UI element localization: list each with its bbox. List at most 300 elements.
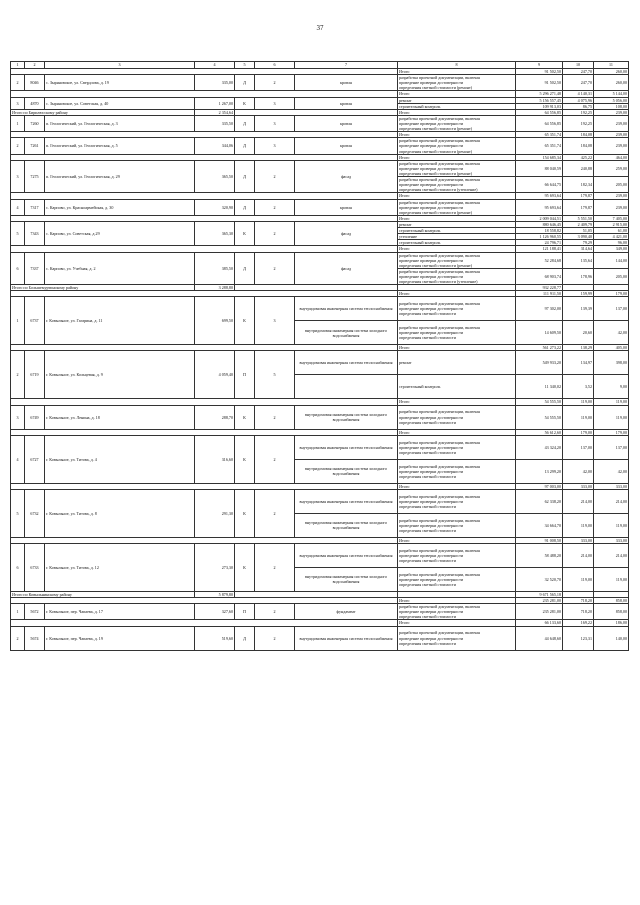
column-number: 2 xyxy=(25,62,45,69)
line-unit-cost: 179,87 xyxy=(563,199,594,215)
floors: 2 xyxy=(255,221,295,245)
total-label: Итого xyxy=(398,483,516,489)
object-address: п. Геологический, ул. Геологическая, д. 5 xyxy=(45,138,195,154)
total-label: Итого xyxy=(398,91,516,97)
total-limit-cost: 858,00 xyxy=(594,598,629,604)
floors: 5 xyxy=(255,351,295,399)
object-id: 5674 xyxy=(25,626,45,650)
total-cost: 95 693,64 xyxy=(516,193,563,199)
total-unit-cost: 184,08 xyxy=(563,132,594,138)
line-unit-cost: 3,52 xyxy=(563,375,594,399)
line-cost: 97 302,00 xyxy=(516,297,563,321)
line-limit-cost: 137,00 xyxy=(594,435,629,459)
object-area: 327,60 xyxy=(195,604,235,620)
object-id: 7275 xyxy=(25,160,45,193)
line-unit-cost: 247,70 xyxy=(563,75,594,91)
object-id: 5672 xyxy=(25,604,45,620)
house-type: К xyxy=(235,97,255,109)
line-cost: 34 664,70 xyxy=(516,513,563,537)
total-unit-cost: 138,29 xyxy=(563,345,594,351)
object-address: г. Ковыльное, ул. Ленина, д. 18 xyxy=(45,405,195,429)
line-limit-cost: 398,00 xyxy=(594,351,629,375)
work-line-row xyxy=(11,160,629,176)
object-number: 4 xyxy=(11,435,25,483)
work-description: утепление xyxy=(398,234,516,240)
line-cost: 1 126 960,55 xyxy=(516,234,563,240)
work-description: разработка проектной документации, включая проведение проверки достоверности определения сметной стоимости xyxy=(398,604,516,620)
object-id: 7343 xyxy=(25,221,45,245)
work-line-row xyxy=(11,199,629,215)
line-unit-cost: 139,39 xyxy=(563,297,594,321)
work-description: ремонт xyxy=(398,97,516,103)
total-cost: 66 133,60 xyxy=(516,620,563,626)
total-limit-cost: 239,00 xyxy=(594,132,629,138)
work-description: разработка проектной документации, включая проведение проверки достоверности определения сметной стоимости xyxy=(398,626,516,650)
work-description: разработка проектной документации, включая проведение проверки достоверности определения сметной стоимости xyxy=(398,297,516,321)
line-limit-cost: 137,00 xyxy=(594,297,629,321)
line-unit-cost: 119,00 xyxy=(563,513,594,537)
line-unit-cost: 79,29 xyxy=(563,240,594,246)
work-line-row xyxy=(11,252,629,268)
engineering-system: внутридомовая инженерная система теплоснабжения xyxy=(295,435,398,459)
total-label: Итого xyxy=(398,246,516,252)
object-area: 316,60 xyxy=(195,435,235,483)
work-description: разработка проектной документации, включая проведение проверки достоверности определения сметной стоимости (ремонт) xyxy=(398,199,516,215)
object-area: 320,90 xyxy=(195,199,235,215)
object-address: с. Карпово, ул. Красноармейская, д. 30 xyxy=(45,199,195,215)
column-number: 7 xyxy=(295,62,398,69)
total-unit-cost: 314,64 xyxy=(563,246,594,252)
engineering-system: внутридомовая инженерная система теплоснабжения xyxy=(295,351,398,375)
floors: 2 xyxy=(255,405,295,429)
total-cost: 121 188,41 xyxy=(516,246,563,252)
object-area: 365,30 xyxy=(195,221,235,245)
total-limit-cost: 5 144,00 xyxy=(594,91,629,97)
house-type: К xyxy=(235,297,255,345)
column-number: 3 xyxy=(45,62,195,69)
work-type: фасад xyxy=(295,221,398,245)
work-description: строительный контроль xyxy=(398,103,516,109)
line-cost: 109 913,03 xyxy=(516,103,563,109)
total-label: Итого xyxy=(398,429,516,435)
engineering-system xyxy=(295,375,398,399)
house-type: К xyxy=(235,543,255,591)
engineering-system: внутридомовая инженерная система холодного водоснабжения xyxy=(295,405,398,429)
column-number: 9 xyxy=(516,62,563,69)
line-limit-cost: 119,00 xyxy=(594,567,629,591)
total-cost: 56 612,60 xyxy=(516,429,563,435)
line-limit-cost: 42,00 xyxy=(594,459,629,483)
object-id: 7261 xyxy=(25,138,45,154)
work-line-row xyxy=(11,297,629,321)
total-unit-cost: 718,20 xyxy=(563,598,594,604)
object-address: с. Зыряновское, ул. Свердлова, д. 19 xyxy=(45,75,195,91)
object-number: 3 xyxy=(11,160,25,193)
work-line-row xyxy=(11,405,629,429)
work-line-row xyxy=(11,489,629,513)
line-cost: 43 324,20 xyxy=(516,435,563,459)
floors: 3 xyxy=(255,115,295,131)
engineering-system: внутридомовая инженерная система теплоснабжения xyxy=(295,626,398,650)
object-area: 344,06 xyxy=(195,138,235,154)
total-cost: 5 296 271,48 xyxy=(516,91,563,97)
total-limit-cost: 333,00 xyxy=(594,537,629,543)
total-limit-cost: 405,00 xyxy=(594,345,629,351)
object-area: 519,60 xyxy=(195,626,235,650)
object-address: г. Ковыльное, ул. Кольцевая, д. 9 xyxy=(45,351,195,399)
work-description: разработка проектной документации, включая проведение проверки достоверности определения сметной стоимости (ремонт) xyxy=(398,138,516,154)
line-cost: 5 156 557,45 xyxy=(516,97,563,103)
work-type: фундамент xyxy=(295,604,398,620)
line-cost: 13 299,20 xyxy=(516,459,563,483)
object-id: 6719 xyxy=(25,351,45,399)
line-limit-cost: 4 421,00 xyxy=(594,234,629,240)
line-cost: 14 609,50 xyxy=(516,321,563,345)
district-label: Итого по Ковыльнинскому району xyxy=(11,591,195,597)
total-label: Итого xyxy=(398,69,516,75)
line-unit-cost: 119,00 xyxy=(563,567,594,591)
house-type: П xyxy=(235,351,255,399)
line-unit-cost: 51,05 xyxy=(563,228,594,234)
total-label: Итого xyxy=(398,399,516,405)
work-description: разработка проектной документации, включая проведение проверки достоверности определения сметной стоимости xyxy=(398,405,516,429)
house-type: Д xyxy=(235,199,255,215)
total-limit-cost: 239,00 xyxy=(594,193,629,199)
line-cost: 62 338,20 xyxy=(516,489,563,513)
work-description: разработка проектной документации, включая проведение проверки достоверности определения сметной стоимости (ремонт) xyxy=(398,75,516,91)
line-limit-cost: 205,00 xyxy=(594,177,629,193)
total-unit-cost: 425,22 xyxy=(563,154,594,160)
house-type: К xyxy=(235,221,255,245)
work-type: кровля xyxy=(295,199,398,215)
line-limit-cost: 239,00 xyxy=(594,199,629,215)
line-cost: 68 903,74 xyxy=(516,268,563,284)
line-cost: 54 555,50 xyxy=(516,405,563,429)
total-unit-cost: 159,99 xyxy=(563,291,594,297)
object-area: 4 059,40 xyxy=(195,351,235,399)
line-limit-cost: 61,00 xyxy=(594,228,629,234)
object-address: п. Геологический, ул. Геологическая, д. 3 xyxy=(45,115,195,131)
line-unit-cost: 718,20 xyxy=(563,604,594,620)
object-number: 5 xyxy=(11,221,25,245)
total-cost: 235 281,00 xyxy=(516,598,563,604)
object-number: 3 xyxy=(11,97,25,109)
total-cost: 2 009 044,51 xyxy=(516,215,563,221)
district-label: Итого по Бирилюсскому району xyxy=(11,109,195,115)
object-number: 2 xyxy=(11,351,25,399)
total-unit-cost: 179,87 xyxy=(563,193,594,199)
total-unit-cost: 179,00 xyxy=(563,429,594,435)
work-description: разработка проектной документации, включая проведение проверки достоверности определения сметной стоимости xyxy=(398,543,516,567)
work-line-row xyxy=(11,604,629,620)
line-limit-cost: 205,00 xyxy=(594,268,629,284)
total-unit-cost: 4 140,31 xyxy=(563,91,594,97)
work-description: разработка проектной документации, включая проведение проверки достоверности определения сметной стоимости xyxy=(398,513,516,537)
line-limit-cost: 108,00 xyxy=(594,103,629,109)
object-area: 699,50 xyxy=(195,297,235,345)
object-id: 8046 xyxy=(25,75,45,91)
work-description: строительный контроль xyxy=(398,228,516,234)
total-limit-cost: 179,00 xyxy=(594,291,629,297)
house-type: Д xyxy=(235,252,255,285)
line-limit-cost: 144,00 xyxy=(594,252,629,268)
floors: 3 xyxy=(255,97,295,109)
work-description: разработка проектной документации, включая проведение проверки достоверности определения сметной стоимости xyxy=(398,435,516,459)
work-description: разработка проектной документации, включая проведение проверки достоверности определения сметной стоимости (ремонт) xyxy=(398,115,516,131)
object-id: 4870 xyxy=(25,97,45,109)
column-number: 4 xyxy=(195,62,235,69)
total-unit-cost: 169,22 xyxy=(563,620,594,626)
line-limit-cost: 239,00 xyxy=(594,138,629,154)
total-cost: 91 502,50 xyxy=(516,69,563,75)
house-type: П xyxy=(235,604,255,620)
line-unit-cost: 42,00 xyxy=(563,459,594,483)
work-description: разработка проектной документации, включая проведение проверки достоверности определения сметной стоимости (ремонт) xyxy=(398,252,516,268)
line-unit-cost: 119,00 xyxy=(563,405,594,429)
object-number: 6 xyxy=(11,543,25,591)
work-description: разработка проектной документации, включая проведение проверки достоверности определения сметной стоимости xyxy=(398,567,516,591)
total-limit-cost: 186,00 xyxy=(594,620,629,626)
line-limit-cost: 214,00 xyxy=(594,543,629,567)
total-unit-cost: 333,00 xyxy=(563,483,594,489)
total-limit-cost: 7 405,00 xyxy=(594,215,629,221)
work-description: ремонт xyxy=(398,221,516,227)
total-cost: 65 351,74 xyxy=(516,132,563,138)
table-body xyxy=(11,62,629,651)
object-id: 6737 xyxy=(25,297,45,345)
district-area: 5 879,80 xyxy=(195,591,235,597)
district-area: 3 288,80 xyxy=(195,285,235,291)
total-cost: 64 556,85 xyxy=(516,109,563,115)
floors: 3 xyxy=(255,297,295,345)
total-cost: 111 911,50 xyxy=(516,291,563,297)
engineering-system: внутридомовая инженерная система холодного водоснабжения xyxy=(295,567,398,591)
work-description: ремонт xyxy=(398,351,516,375)
work-type: фасад xyxy=(295,160,398,193)
floors: 2 xyxy=(255,435,295,483)
object-area: 288,70 xyxy=(195,405,235,429)
line-cost: 95 693,64 xyxy=(516,199,563,215)
district-area: 2 354,64 xyxy=(195,109,235,115)
line-cost: 88 040,59 xyxy=(516,160,563,176)
line-cost: 235 281,00 xyxy=(516,604,563,620)
line-cost: 58 488,20 xyxy=(516,543,563,567)
floors: 2 xyxy=(255,489,295,537)
line-cost: 44 648,60 xyxy=(516,626,563,650)
repair-register-table xyxy=(10,61,629,651)
line-limit-cost: 239,00 xyxy=(594,115,629,131)
work-line-row xyxy=(11,626,629,650)
object-address: г. Ковыльное, ул. Титова, д. 12 xyxy=(45,543,195,591)
engineering-system: внутридомовая инженерная система теплоснабжения xyxy=(295,543,398,567)
engineering-system: внутридомовая инженерная система холодного водоснабжения xyxy=(295,513,398,537)
total-cost: 97 003,00 xyxy=(516,483,563,489)
object-address: г. Ковыльное, ул. Титова, д. 4 xyxy=(45,435,195,483)
total-unit-cost: 192,25 xyxy=(563,109,594,115)
work-description: строительный контроль xyxy=(398,375,516,399)
floors: 2 xyxy=(255,199,295,215)
column-number: 5 xyxy=(235,62,255,69)
line-unit-cost: 20,60 xyxy=(563,321,594,345)
object-id: 6732 xyxy=(25,489,45,537)
work-type: кровля xyxy=(295,138,398,154)
line-cost: 32 520,70 xyxy=(516,567,563,591)
line-unit-cost: 178,96 xyxy=(563,268,594,284)
object-id: 7260 xyxy=(25,115,45,131)
line-unit-cost: 182,34 xyxy=(563,177,594,193)
object-address: г. Ковыльное, ул. Гагарина, д. 11 xyxy=(45,297,195,345)
work-type: кровля xyxy=(295,75,398,91)
work-line-row xyxy=(11,115,629,131)
house-type: Д xyxy=(235,138,255,154)
district-label: Итого по Большемуртинскому району xyxy=(11,285,195,291)
line-unit-cost: 2 409,79 xyxy=(563,221,594,227)
total-limit-cost: 333,00 xyxy=(594,483,629,489)
line-limit-cost: 119,00 xyxy=(594,513,629,537)
floors: 3 xyxy=(255,138,295,154)
total-cost: 154 685,34 xyxy=(516,154,563,160)
column-number: 6 xyxy=(255,62,295,69)
object-address: г. Ковыльное, пер. Чапаева, д. 17 xyxy=(45,604,195,620)
total-label: Итого xyxy=(398,537,516,543)
line-cost: 24 796,71 xyxy=(516,240,563,246)
total-unit-cost: 5 551,50 xyxy=(563,215,594,221)
line-unit-cost: 86,75 xyxy=(563,103,594,109)
total-label: Итого xyxy=(398,154,516,160)
object-area: 1 267,00 xyxy=(195,97,235,109)
object-number: 5 xyxy=(11,489,25,537)
object-area: 291,30 xyxy=(195,489,235,537)
floors: 2 xyxy=(255,604,295,620)
object-id: 7337 xyxy=(25,252,45,285)
house-type: Д xyxy=(235,115,255,131)
total-limit-cost: 260,00 xyxy=(594,69,629,75)
line-limit-cost: 2 915,00 xyxy=(594,221,629,227)
object-area: 273,30 xyxy=(195,543,235,591)
object-number: 1 xyxy=(11,297,25,345)
work-line-row xyxy=(11,138,629,154)
line-limit-cost: 260,00 xyxy=(594,75,629,91)
object-address: с. Зыряновское, ул. Советская, д. 40 xyxy=(45,97,195,109)
total-limit-cost: 179,00 xyxy=(594,429,629,435)
house-type: К xyxy=(235,405,255,429)
line-cost: 64 556,85 xyxy=(516,115,563,131)
floors: 2 xyxy=(255,160,295,193)
total-cost: 561 273,22 xyxy=(516,345,563,351)
line-unit-cost: 123,31 xyxy=(563,626,594,650)
object-address: п. Геологический, ул. Геологическая, д. 29 xyxy=(45,160,195,193)
object-area: 335,00 xyxy=(195,75,235,91)
house-type: К xyxy=(235,489,255,537)
work-type: фасад xyxy=(295,252,398,285)
object-id: 6733 xyxy=(25,543,45,591)
total-limit-cost: 239,00 xyxy=(594,109,629,115)
object-address: г. Ковыльное, пер. Чапаева, д. 19 xyxy=(45,626,195,650)
line-limit-cost: 214,00 xyxy=(594,489,629,513)
house-type: Д xyxy=(235,626,255,650)
total-unit-cost: 119,00 xyxy=(563,399,594,405)
object-number: 2 xyxy=(11,75,25,91)
total-label: Итого xyxy=(398,132,516,138)
line-unit-cost: 137,00 xyxy=(563,435,594,459)
object-id: 7317 xyxy=(25,199,45,215)
line-cost: 52 284,68 xyxy=(516,252,563,268)
work-description: разработка проектной документации, включая проведение проверки достоверности определения сметной стоимости xyxy=(398,321,516,345)
total-label: Итого xyxy=(398,109,516,115)
work-description: разработка проектной документации, включая проведение проверки достоверности определения сметной стоимости (утепление) xyxy=(398,268,516,284)
total-label: Итого xyxy=(398,598,516,604)
column-number: 11 xyxy=(594,62,629,69)
line-limit-cost: 9,00 xyxy=(594,375,629,399)
line-limit-cost: 119,00 xyxy=(594,405,629,429)
line-unit-cost: 134,97 xyxy=(563,351,594,375)
floors: 2 xyxy=(255,543,295,591)
line-cost: 91 502,50 xyxy=(516,75,563,91)
object-number: 4 xyxy=(11,199,25,215)
line-unit-cost: 240,88 xyxy=(563,160,594,176)
total-label: Итого xyxy=(398,193,516,199)
line-cost: 549 933,20 xyxy=(516,351,563,375)
engineering-system: внутридомовая инженерная система холодного водоснабжения xyxy=(295,459,398,483)
object-number: 1 xyxy=(11,115,25,131)
work-type: кровля xyxy=(295,115,398,131)
engineering-system: внутридомовая инженерная система теплоснабжения xyxy=(295,489,398,513)
object-area: 365,50 xyxy=(195,160,235,193)
line-cost: 65 351,74 xyxy=(516,138,563,154)
floors: 2 xyxy=(255,626,295,650)
total-label: Итого xyxy=(398,345,516,351)
column-number: 1 xyxy=(11,62,25,69)
total-cost: 932 228,77 xyxy=(516,285,563,291)
line-limit-cost: 42,00 xyxy=(594,321,629,345)
object-id: 6749 xyxy=(25,405,45,429)
line-unit-cost: 214,00 xyxy=(563,543,594,567)
work-line-row xyxy=(11,435,629,459)
house-type: Д xyxy=(235,75,255,91)
object-number: 1 xyxy=(11,604,25,620)
line-limit-cost: 858,00 xyxy=(594,604,629,620)
line-limit-cost: 5 056,00 xyxy=(594,97,629,103)
work-description: разработка проектной документации, включая проведение проверки достоверности определения сметной стоимости xyxy=(398,489,516,513)
line-cost: 11 340,02 xyxy=(516,375,563,399)
floors: 2 xyxy=(255,252,295,285)
line-limit-cost: 140,00 xyxy=(594,626,629,650)
object-number: 6 xyxy=(11,252,25,285)
floors: 2 xyxy=(255,75,295,91)
engineering-system: внутридомовая инженерная система теплоснабжения xyxy=(295,297,398,321)
line-unit-cost: 3 090,40 xyxy=(563,234,594,240)
house-type: К xyxy=(235,435,255,483)
line-unit-cost: 4 075,96 xyxy=(563,97,594,103)
work-line-row xyxy=(11,543,629,567)
work-line-row xyxy=(11,75,629,91)
line-cost: 18 558,82 xyxy=(516,228,563,234)
column-number: 8 xyxy=(398,62,516,69)
house-type: Д xyxy=(235,160,255,193)
line-unit-cost: 214,00 xyxy=(563,489,594,513)
object-number: 2 xyxy=(11,138,25,154)
line-cost: 880 646,45 xyxy=(516,221,563,227)
object-number: 2 xyxy=(11,626,25,650)
work-description: разработка проектной документации, включая проведение проверки достоверности определения сметной стоимости (ремонт) xyxy=(398,160,516,176)
work-description: строительный контроль xyxy=(398,240,516,246)
total-label: Итого xyxy=(398,620,516,626)
work-description: разработка проектной документации, включая проведение проверки достоверности определения сметной стоимости xyxy=(398,459,516,483)
total-limit-cost: 349,00 xyxy=(594,246,629,252)
work-type: кровля xyxy=(295,97,398,109)
line-unit-cost: 135,64 xyxy=(563,252,594,268)
line-unit-cost: 184,08 xyxy=(563,138,594,154)
